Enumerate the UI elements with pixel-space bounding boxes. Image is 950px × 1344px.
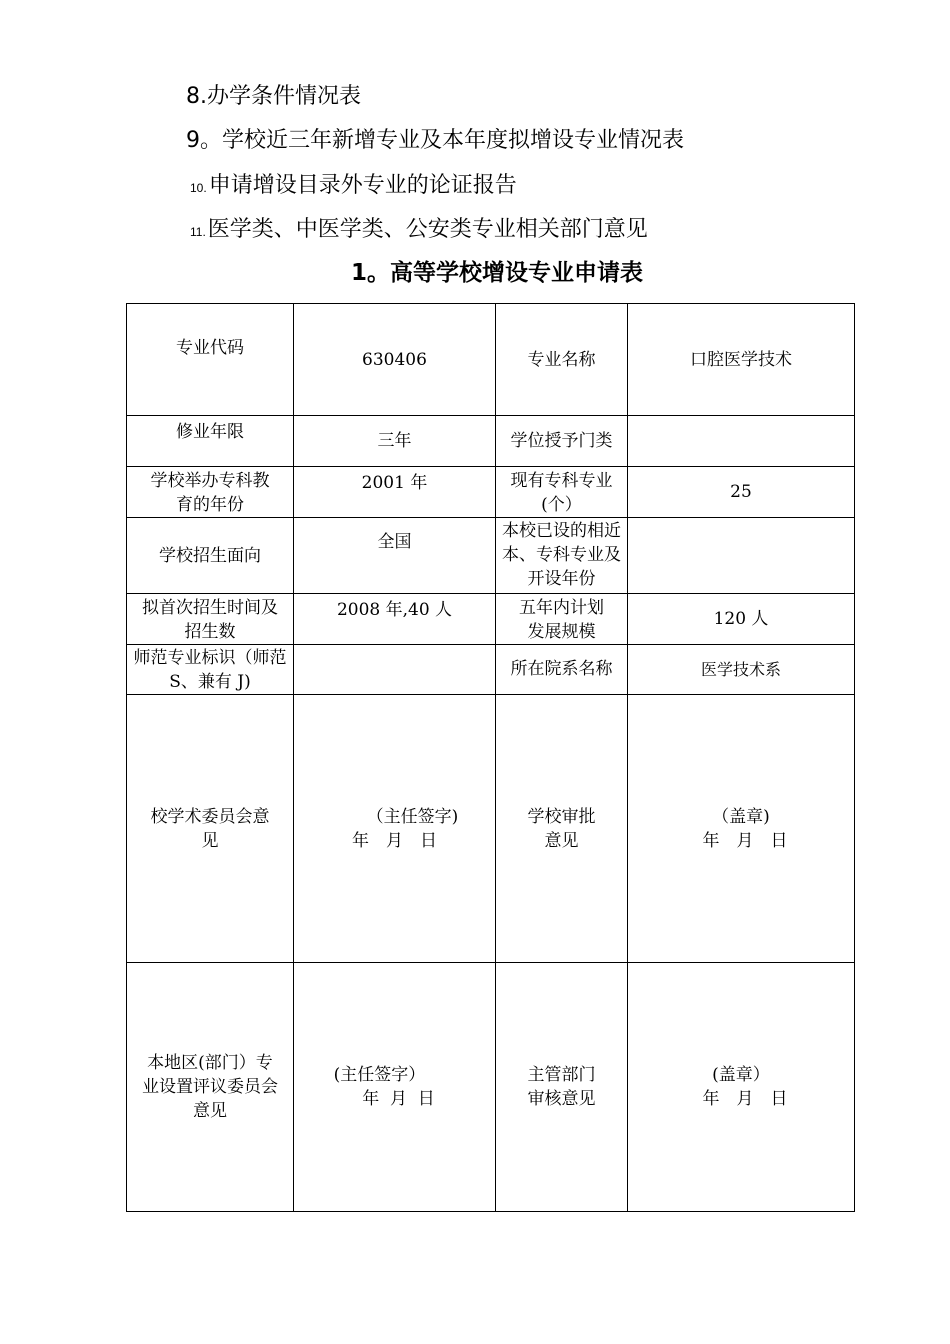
school-date-text: 年 月 日	[702, 830, 788, 851]
list-item-11	[190, 215, 648, 247]
list-item-10-text: 申请增设目录外专业的论证报告	[208, 173, 517, 198]
list-item-9	[186, 126, 684, 156]
normal-value	[294, 645, 496, 695]
founding-value: 2001 年	[294, 467, 496, 518]
major-code-label: 专业代码	[127, 304, 294, 416]
degree-label: 学位授予门类	[496, 416, 628, 467]
authority-seal-text: (盖章）	[712, 1065, 770, 1085]
form-title: 1。高等学校增设专业申请表	[350, 260, 643, 286]
degree-value	[628, 416, 855, 467]
table-row	[127, 467, 855, 518]
major-name-label: 专业名称	[496, 304, 628, 416]
authority-seal-cell	[628, 963, 855, 1212]
normal-label: 师范专业标识（师范 S、兼有 J)	[127, 645, 294, 695]
table-row	[127, 963, 855, 1212]
region-label: 本地区(部门）专业设置评议委员会意见	[127, 963, 294, 1212]
list-item-10-number: 10.	[190, 181, 207, 195]
table-row	[127, 304, 855, 416]
table-row	[127, 645, 855, 695]
table-row	[127, 695, 855, 963]
region-date-text: 年 月 日	[362, 1089, 435, 1109]
region-signature-cell	[294, 963, 496, 1212]
academic-date-text: 年 月 日	[352, 830, 437, 851]
founding-label: 学校举办专科教育的年份	[127, 467, 294, 518]
list-item-8	[186, 82, 361, 112]
list-item-9-text: 9。学校近三年新增专业及本年度拟增设专业情况表	[186, 128, 684, 153]
dept-label: 所在院系名称	[496, 645, 628, 695]
academic-sign-text: （主任签字)	[366, 806, 459, 827]
related-label: 本校已设的相近本、专科专业及开设年份	[496, 518, 628, 594]
first-enroll-label: 拟首次招生时间及招生数	[127, 594, 294, 645]
enroll-scope-label: 学校招生面向	[127, 518, 294, 594]
existing-label: 现有专科专业(个）	[496, 467, 628, 518]
academic-signature-cell	[294, 695, 496, 963]
table-row	[127, 518, 855, 594]
plan-value: 120 人	[628, 594, 855, 645]
years-value: 三年	[294, 416, 496, 467]
first-enroll-value: 2008 年,40 人	[294, 594, 496, 645]
list-item-10	[190, 171, 517, 203]
years-label: 修业年限	[127, 416, 294, 467]
application-form-table	[126, 303, 855, 1212]
authority-label: 主管部门审核意见	[496, 963, 628, 1212]
authority-date-text: 年 月 日	[702, 1089, 788, 1109]
table-row	[127, 416, 855, 467]
list-item-11-number: 11.	[190, 225, 206, 239]
enroll-scope-value: 全国	[294, 518, 496, 594]
related-value	[628, 518, 855, 594]
existing-value: 25	[628, 467, 855, 518]
major-code-value: 630406	[294, 304, 496, 416]
region-sign-text: (主任签字）	[333, 1065, 426, 1085]
school-seal-text: （盖章)	[712, 806, 770, 827]
list-item-11-text: 医学类、中医学类、公安类专业相关部门意见	[207, 217, 648, 242]
school-seal-cell	[628, 695, 855, 963]
list-item-8-text: 8.办学条件情况表	[186, 84, 361, 109]
academic-label: 校学术委员会意见	[127, 695, 294, 963]
table-row	[127, 594, 855, 645]
major-name-value: 口腔医学技术	[628, 304, 855, 416]
plan-label: 五年内计划发展规模	[496, 594, 628, 645]
dept-value: 医学技术系	[628, 645, 855, 695]
school-label: 学校审批意见	[496, 695, 628, 963]
